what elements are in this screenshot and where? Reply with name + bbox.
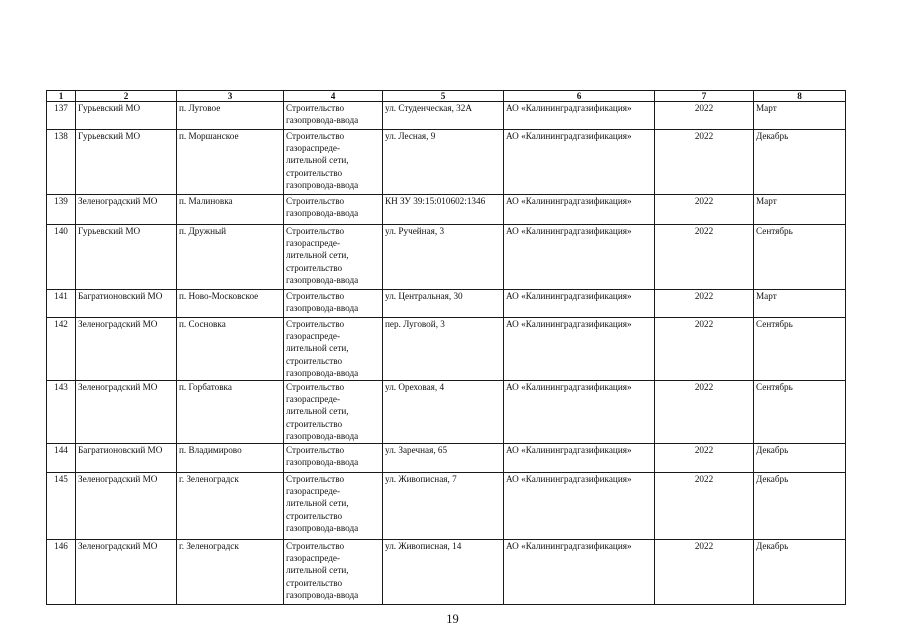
settlement-cell: п. Малиновка <box>177 195 284 225</box>
work-type-line: строительство <box>286 262 343 273</box>
organization-cell: АО «Калининградгазификация» <box>504 318 655 381</box>
work-type-cell <box>284 225 383 290</box>
work-type-line: газораспреде- <box>286 394 341 405</box>
settlement-cell: п. Сосновка <box>177 318 284 381</box>
month-cell: Март <box>754 195 846 225</box>
table-row <box>47 130 846 195</box>
district-cell: Зеленоградский МО <box>76 195 177 225</box>
work-type-line: строительство <box>286 355 343 366</box>
work-type-line: газопровода-ввода <box>286 367 359 378</box>
work-type-line: Строительство <box>286 319 345 329</box>
work-type-line: Строительство <box>286 445 345 455</box>
work-type-line: газопровода-ввода <box>286 115 359 126</box>
year-cell: 2022 <box>655 540 754 605</box>
work-type-cell <box>284 444 383 473</box>
district-cell: Зеленоградский МО <box>76 381 177 444</box>
work-type-line: лительной сети, <box>286 250 349 261</box>
work-type-line: газопровода-ввода <box>286 274 359 285</box>
work-type-cell <box>284 540 383 605</box>
district-cell: Гурьевский МО <box>76 225 177 290</box>
year-cell: 2022 <box>655 473 754 540</box>
year-cell: 2022 <box>655 381 754 444</box>
work-type-line: Строительство <box>286 291 345 301</box>
organization-cell: АО «Калининградгазификация» <box>504 225 655 290</box>
district-cell: Гурьевский МО <box>76 130 177 195</box>
work-type-line: Строительство <box>286 226 345 236</box>
organization-cell: АО «Калининградгазификация» <box>504 381 655 444</box>
organization-cell: АО «Калининградгазификация» <box>504 444 655 473</box>
work-type-line: лительной сети, <box>286 343 349 354</box>
address-cell: ул. Лесная, 9 <box>383 130 504 195</box>
row-number-cell: 144 <box>47 444 76 473</box>
month-cell: Декабрь <box>754 130 846 195</box>
work-type-line: Строительство <box>286 541 345 551</box>
settlement-cell: г. Зеленоградск <box>177 473 284 540</box>
organization-cell: АО «Калининградгазификация» <box>504 540 655 605</box>
work-type-line: лительной сети, <box>286 155 349 166</box>
settlement-cell: п. Моршанское <box>177 130 284 195</box>
work-type-cell <box>284 102 383 130</box>
work-type-cell <box>284 318 383 381</box>
work-type-line: лительной сети, <box>286 498 349 509</box>
row-number-cell: 146 <box>47 540 76 605</box>
month-cell: Сентябрь <box>754 381 846 444</box>
row-number-cell: 140 <box>47 225 76 290</box>
district-cell: Зеленоградский МО <box>76 540 177 605</box>
column-header-1: 1 <box>47 91 76 102</box>
work-type-line: Строительство <box>286 382 345 392</box>
settlement-cell: п. Дружный <box>177 225 284 290</box>
work-type-line: газораспреде- <box>286 143 341 154</box>
month-cell: Декабрь <box>754 473 846 540</box>
work-type-line: газопровода-ввода <box>286 430 359 441</box>
settlement-cell: п. Ново-Московское <box>177 290 284 318</box>
work-type-line: газопровода-ввода <box>286 522 359 533</box>
month-cell: Сентябрь <box>754 318 846 381</box>
row-number-cell: 143 <box>47 381 76 444</box>
work-type-line: лительной сети, <box>286 406 349 417</box>
work-type-line: Строительство <box>286 196 345 206</box>
work-type-line: газопровода-ввода <box>286 303 359 314</box>
gasification-schedule-table <box>46 90 846 605</box>
table-row <box>47 473 846 540</box>
work-type-line: газопровода-ввода <box>286 208 359 219</box>
column-header-8: 8 <box>754 91 846 102</box>
work-type-cell <box>284 473 383 540</box>
year-cell: 2022 <box>655 444 754 473</box>
row-number-cell: 137 <box>47 102 76 130</box>
work-type-line: Строительство <box>286 131 345 141</box>
settlement-cell: г. Зеленоградск <box>177 540 284 605</box>
table-row <box>47 381 846 444</box>
work-type-cell <box>284 130 383 195</box>
work-type-line: газопровода-ввода <box>286 179 359 190</box>
work-type-line: строительство <box>286 510 343 521</box>
district-cell: Багратионовский МО <box>76 444 177 473</box>
work-type-line: газораспреде- <box>286 553 341 564</box>
page-number: 19 <box>446 612 459 626</box>
work-type-cell <box>284 381 383 444</box>
address-cell: ул. Ореховая, 4 <box>383 381 504 444</box>
work-type-line: строительство <box>286 577 343 588</box>
column-header-5: 5 <box>383 91 504 102</box>
year-cell: 2022 <box>655 195 754 225</box>
work-type-line: газораспреде- <box>286 331 341 342</box>
address-cell: ул. Живописная, 7 <box>383 473 504 540</box>
address-cell: пер. Луговой, 3 <box>383 318 504 381</box>
year-cell: 2022 <box>655 130 754 195</box>
table-row <box>47 225 846 290</box>
row-number-cell: 141 <box>47 290 76 318</box>
organization-cell: АО «Калининградгазификация» <box>504 102 655 130</box>
table-row <box>47 290 846 318</box>
work-type-line: строительство <box>286 418 343 429</box>
address-cell: ул. Живописная, 14 <box>383 540 504 605</box>
month-cell: Декабрь <box>754 444 846 473</box>
column-header-3: 3 <box>177 91 284 102</box>
address-cell: ул. Ручейная, 3 <box>383 225 504 290</box>
row-number-cell: 139 <box>47 195 76 225</box>
table-body <box>47 102 846 605</box>
district-cell: Зеленоградский МО <box>76 318 177 381</box>
table-header <box>47 91 846 102</box>
month-cell: Сентябрь <box>754 225 846 290</box>
organization-cell: АО «Калининградгазификация» <box>504 290 655 318</box>
column-number-row <box>47 91 846 102</box>
address-cell: ул. Студенческая, 32А <box>383 102 504 130</box>
address-cell: КН ЗУ 39:15:010602:1346 <box>383 195 504 225</box>
column-header-2: 2 <box>76 91 177 102</box>
work-type-line: строительство <box>286 167 343 178</box>
district-cell: Зеленоградский МО <box>76 473 177 540</box>
work-type-line: газопровода-ввода <box>286 457 359 468</box>
settlement-cell: п. Владимирово <box>177 444 284 473</box>
organization-cell: АО «Калининградгазификация» <box>504 473 655 540</box>
month-cell: Март <box>754 290 846 318</box>
month-cell: Декабрь <box>754 540 846 605</box>
district-cell: Гурьевский МО <box>76 102 177 130</box>
work-type-cell <box>284 195 383 225</box>
work-type-line: газопровода-ввода <box>286 589 359 600</box>
settlement-cell: п. Горбатовка <box>177 381 284 444</box>
work-type-line: Строительство <box>286 103 345 113</box>
work-type-line: лительной сети, <box>286 565 349 576</box>
column-header-4: 4 <box>284 91 383 102</box>
row-number-cell: 142 <box>47 318 76 381</box>
address-cell: ул. Заречная, 65 <box>383 444 504 473</box>
address-cell: ул. Центральная, 30 <box>383 290 504 318</box>
month-cell: Март <box>754 102 846 130</box>
organization-cell: АО «Калининградгазификация» <box>504 130 655 195</box>
district-cell: Багратионовский МО <box>76 290 177 318</box>
table-row <box>47 195 846 225</box>
work-type-line: газораспреде- <box>286 238 341 249</box>
table-row <box>47 318 846 381</box>
organization-cell: АО «Калининградгазификация» <box>504 195 655 225</box>
work-type-line: газораспреде- <box>286 486 341 497</box>
table-row <box>47 444 846 473</box>
year-cell: 2022 <box>655 102 754 130</box>
work-type-cell <box>284 290 383 318</box>
settlement-cell: п. Луговое <box>177 102 284 130</box>
year-cell: 2022 <box>655 225 754 290</box>
table-row <box>47 540 846 605</box>
year-cell: 2022 <box>655 290 754 318</box>
year-cell: 2022 <box>655 318 754 381</box>
table-row <box>47 102 846 130</box>
row-number-cell: 145 <box>47 473 76 540</box>
column-header-6: 6 <box>504 91 655 102</box>
column-header-7: 7 <box>655 91 754 102</box>
work-type-line: Строительство <box>286 474 345 484</box>
row-number-cell: 138 <box>47 130 76 195</box>
